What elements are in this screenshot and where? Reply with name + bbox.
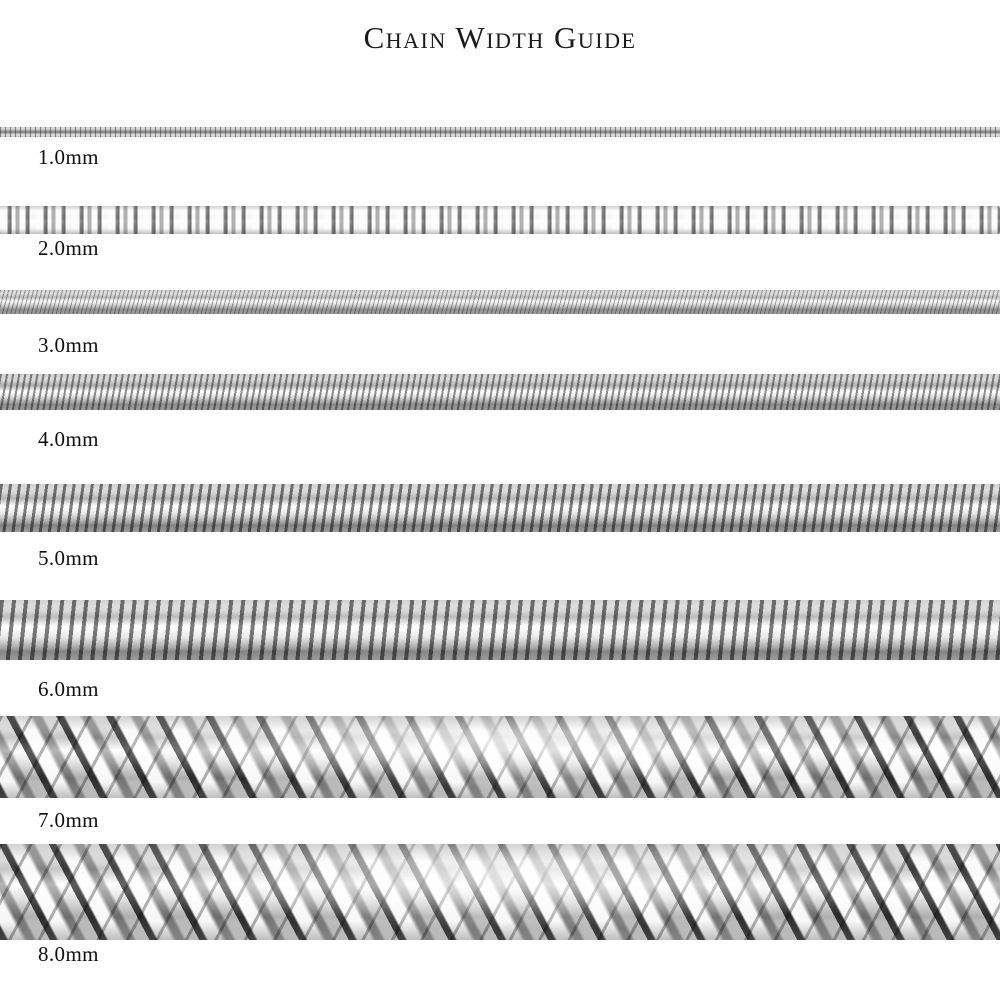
- chain-width-label: 6.0mm: [38, 677, 99, 701]
- chain-width-label: 2.0mm: [38, 236, 99, 260]
- chain-sample-7-0mm: [0, 716, 1000, 798]
- chain-edge-shadow: [0, 206, 1000, 234]
- chain-sample-2-0mm: [0, 206, 1000, 234]
- chain-sample-3-0mm: [0, 290, 1000, 314]
- chain-width-label: 5.0mm: [38, 546, 99, 570]
- chain-width-label: 8.0mm: [38, 942, 99, 966]
- chain-edge-shadow: [0, 290, 1000, 314]
- chain-edge-shadow: [0, 374, 1000, 410]
- chain-sample-1-0mm: [0, 127, 1000, 137]
- chain-sample-4-0mm: [0, 374, 1000, 410]
- chain-width-label: 1.0mm: [38, 145, 99, 169]
- chain-edge-shadow: [0, 600, 1000, 660]
- chain-width-label: 4.0mm: [38, 427, 99, 451]
- chain-edge-shadow: [0, 716, 1000, 798]
- page-title: Chain Width Guide: [363, 20, 637, 55]
- chain-edge-shadow: [0, 484, 1000, 532]
- chain-edge-shadow: [0, 844, 1000, 940]
- chain-sample-8-0mm: [0, 844, 1000, 940]
- chain-sample-5-0mm: [0, 484, 1000, 532]
- chain-width-label: 3.0mm: [38, 333, 99, 357]
- chain-edge-shadow: [0, 127, 1000, 137]
- chain-width-label: 7.0mm: [38, 808, 99, 832]
- chain-sample-6-0mm: [0, 600, 1000, 660]
